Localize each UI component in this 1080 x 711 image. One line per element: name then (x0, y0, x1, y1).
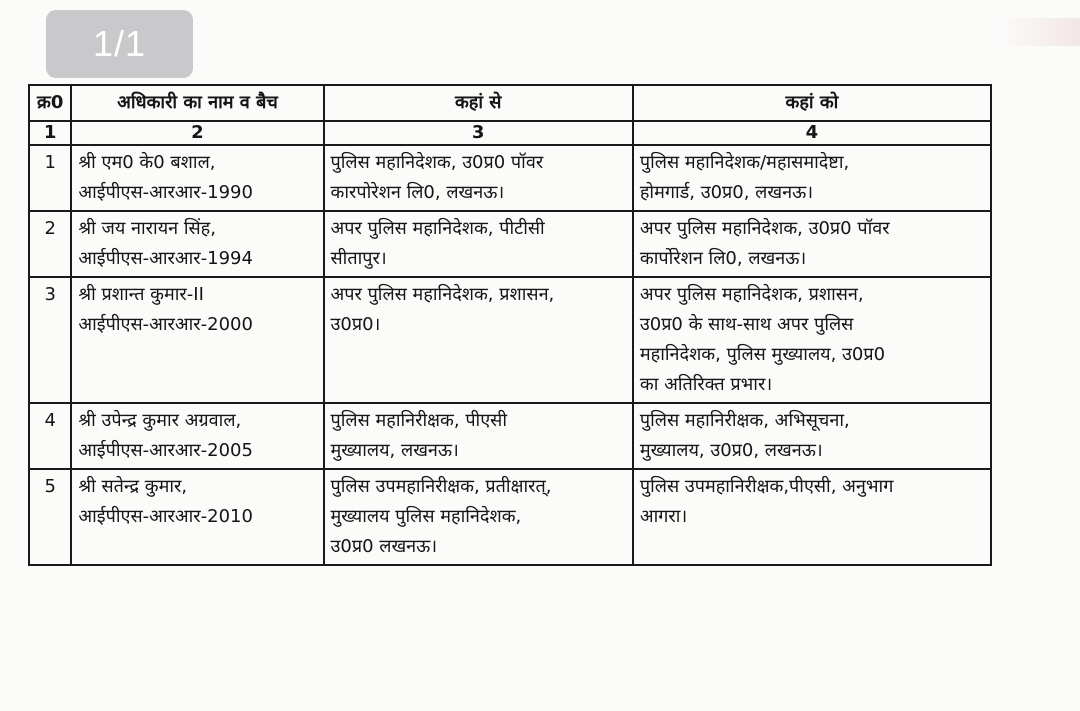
from-post-line: मुख्यालय पुलिस महानिदेशक, (330, 506, 522, 527)
to-post-line: पुलिस महानिरीक्षक, अभिसूचना, (639, 410, 850, 431)
officer-name-line: श्री उपेन्द्र कुमार अग्रवाल, (78, 410, 242, 431)
officer-name-cell (71, 145, 323, 211)
to-post-line: अपर पुलिस महानिदेशक, उ0प्र0 पॉवर (639, 218, 890, 239)
column-number: 1 (29, 121, 71, 145)
officer-name-line: आईपीएस-आरआर-1990 (78, 182, 253, 203)
from-post-line: अपर पुलिस महानिदेशक, पीटीसी (330, 218, 545, 239)
header-row (29, 85, 991, 121)
from-post-cell (324, 211, 633, 277)
from-post-line: पुलिस महानिरीक्षक, पीएसी (330, 410, 507, 431)
transfer-table-container (28, 84, 992, 566)
table-row (29, 469, 991, 565)
from-post-cell (324, 469, 633, 565)
officer-name-line: आईपीएस-आरआर-1994 (78, 248, 253, 269)
from-post-cell (324, 403, 633, 469)
header-to: कहां को (633, 85, 991, 121)
header-serial: क्र0 (29, 85, 71, 121)
officer-name-line: आईपीएस-आरआर-2005 (78, 440, 253, 461)
column-number: 4 (633, 121, 991, 145)
to-post-line: उ0प्र0 के साथ-साथ अपर पुलिस (639, 314, 854, 335)
to-post-cell (633, 403, 991, 469)
page-counter: 1/1 (46, 10, 193, 78)
officer-name-line: आईपीएस-आरआर-2010 (78, 506, 253, 527)
officer-name-cell (71, 469, 323, 565)
from-post-line: पुलिस महानिदेशक, उ0प्र0 पॉवर (330, 152, 544, 173)
serial-number: 3 (29, 277, 71, 403)
from-post-line: कारपोरेशन लि0, लखनऊ। (330, 182, 505, 203)
to-post-line: मुख्यालय, उ0प्र0, लखनऊ। (639, 440, 823, 461)
page-edge-shadow (998, 18, 1080, 46)
officer-name-cell (71, 277, 323, 403)
table-row (29, 403, 991, 469)
table-row (29, 277, 991, 403)
to-post-line: कार्पोरेशन लि0, लखनऊ। (639, 248, 807, 269)
officer-name-line: श्री जय नारायन सिंह, (78, 218, 216, 239)
to-post-cell (633, 145, 991, 211)
officer-name-line: श्री एम0 के0 बशाल, (78, 152, 216, 173)
serial-number: 1 (29, 145, 71, 211)
transfer-table (28, 84, 992, 566)
to-post-line: महानिदेशक, पुलिस मुख्यालय, उ0प्र0 (639, 344, 886, 365)
to-post-line: पुलिस महानिदेशक/महासमादेष्टा, (639, 152, 850, 173)
header-from: कहां से (324, 85, 633, 121)
officer-name-cell (71, 403, 323, 469)
to-post-line: अपर पुलिस महानिदेशक, प्रशासन, (639, 284, 864, 305)
from-post-cell (324, 145, 633, 211)
from-post-line: पुलिस उपमहानिरीक्षक, प्रतीक्षारत्, (330, 476, 552, 497)
column-number-row (29, 121, 991, 145)
to-post-line: आगरा। (639, 506, 688, 527)
column-number: 2 (71, 121, 323, 145)
from-post-line: उ0प्र0 लखनऊ। (330, 536, 438, 557)
from-post-line: सीतापुर। (330, 248, 387, 269)
to-post-cell (633, 211, 991, 277)
officer-name-line: आईपीएस-आरआर-2000 (78, 314, 253, 335)
to-post-line: होमगार्ड, उ0प्र0, लखनऊ। (639, 182, 814, 203)
table-row (29, 211, 991, 277)
from-post-line: उ0प्र0। (330, 314, 381, 335)
column-number: 3 (324, 121, 633, 145)
header-officer-name: अधिकारी का नाम व बैच (71, 85, 323, 121)
serial-number: 4 (29, 403, 71, 469)
to-post-cell (633, 277, 991, 403)
officer-name-line: श्री सतेन्द्र कुमार, (78, 476, 188, 497)
officer-name-cell (71, 211, 323, 277)
to-post-line: का अतिरिक्त प्रभार। (639, 374, 773, 395)
table-body (29, 145, 991, 565)
serial-number: 5 (29, 469, 71, 565)
from-post-line: मुख्यालय, लखनऊ। (330, 440, 459, 461)
to-post-cell (633, 469, 991, 565)
from-post-line: अपर पुलिस महानिदेशक, प्रशासन, (330, 284, 555, 305)
serial-number: 2 (29, 211, 71, 277)
officer-name-line: श्री प्रशान्त कुमार-II (78, 284, 204, 305)
to-post-line: पुलिस उपमहानिरीक्षक,पीएसी, अनुभाग (639, 476, 894, 497)
table-row (29, 145, 991, 211)
from-post-cell (324, 277, 633, 403)
